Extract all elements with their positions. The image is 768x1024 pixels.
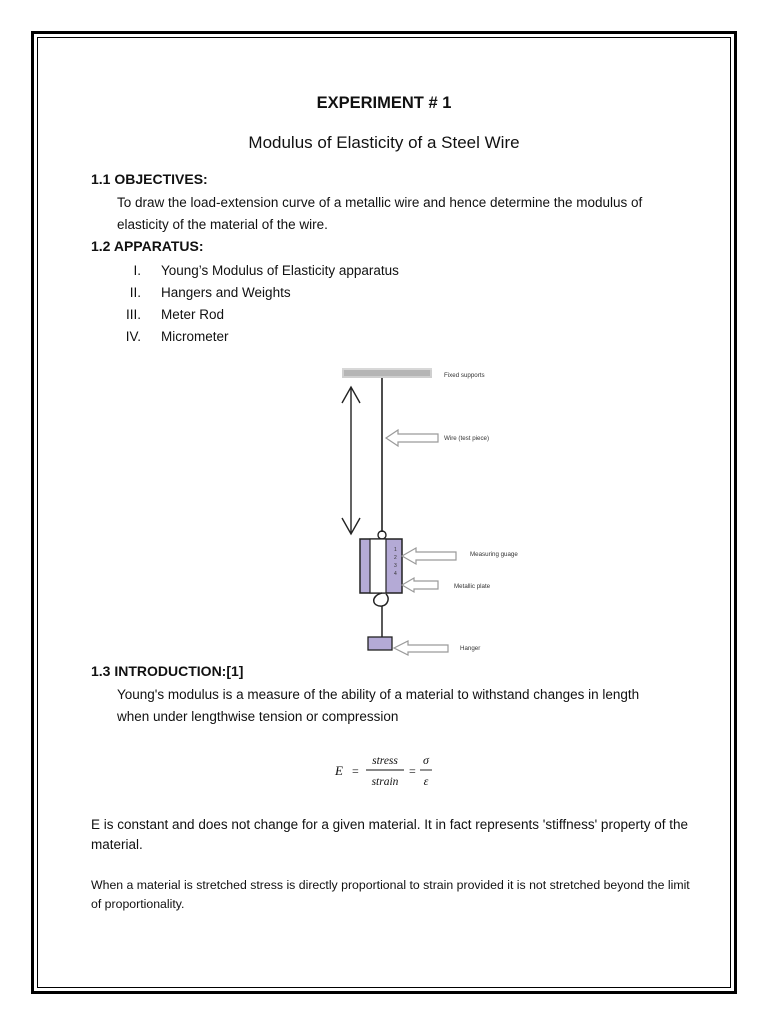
hook-bottom bbox=[374, 593, 388, 606]
formula-denominator-epsilon: ε bbox=[423, 774, 429, 788]
hanger-pointer-arrow bbox=[394, 641, 448, 655]
apparatus-heading: 1.2 APPARATUS: bbox=[91, 238, 204, 254]
scale-mark: 3 bbox=[394, 563, 397, 569]
introduction-heading: 1.3 INTRODUCTION:[1] bbox=[91, 663, 244, 679]
experiment-subtitle: Modulus of Elasticity of a Steel Wire bbox=[248, 133, 520, 152]
formula-numerator-stress: stress bbox=[372, 755, 398, 767]
label-fixed-supports: Fixed supports bbox=[444, 372, 485, 379]
length-arrow bbox=[342, 387, 360, 534]
proportionality-statement: When a material is stretched stress is directly proportional to strain provided it is not stretched beyond the limit of proportionality. bbox=[91, 878, 690, 911]
formula-lhs: E bbox=[335, 763, 343, 778]
wire-pointer-arrow bbox=[386, 430, 438, 446]
label-measuring-gauge: Measuring guage bbox=[470, 551, 518, 558]
experiment-title: EXPERIMENT # 1 bbox=[316, 94, 452, 112]
scale-mark: 1 bbox=[394, 547, 397, 553]
list-item: II. Hangers and Weights bbox=[129, 285, 291, 300]
list-item: III. Meter Rod bbox=[125, 307, 225, 322]
list-item: IV. Micrometer bbox=[125, 329, 229, 344]
label-hanger: Hanger bbox=[460, 645, 481, 652]
list-item: I. Young’s Modulus of Elasticity apparatus bbox=[133, 263, 399, 278]
apparatus-diagram bbox=[330, 362, 550, 657]
apparatus-list bbox=[117, 260, 399, 348]
scale-mark: 4 bbox=[394, 571, 397, 577]
introduction-text: Young's modulus is a measure of the ability of a material to withstand changes in length when under lengthwise tension or compression bbox=[117, 687, 640, 724]
hanger bbox=[368, 637, 392, 650]
objectives-heading: 1.1 OBJECTIVES: bbox=[91, 171, 208, 187]
objectives-text: To draw the load-extension curve of a metallic wire and hence determine the modulus of elasticity of the material of the wire. bbox=[117, 195, 643, 232]
plate-pointer-arrow bbox=[402, 578, 438, 592]
label-wire: Wire (test piece) bbox=[444, 435, 490, 442]
fixed-support bbox=[342, 368, 432, 378]
stiffness-statement: E is constant and does not change for a given material. It in fact represents 'stiffness' property of the material. bbox=[91, 817, 688, 852]
formula-numerator-sigma: σ bbox=[423, 753, 429, 767]
label-metallic-plate: Metallic plate bbox=[454, 583, 491, 590]
formula-equals-2: = bbox=[409, 764, 416, 778]
formula-equals-1: = bbox=[352, 764, 359, 778]
gauge-pointer-arrow bbox=[402, 548, 456, 564]
scale-mark: 2 bbox=[394, 555, 397, 561]
formula-denominator-strain: strain bbox=[371, 776, 399, 788]
youngs-modulus-formula bbox=[330, 748, 440, 794]
hook-top bbox=[378, 531, 386, 539]
